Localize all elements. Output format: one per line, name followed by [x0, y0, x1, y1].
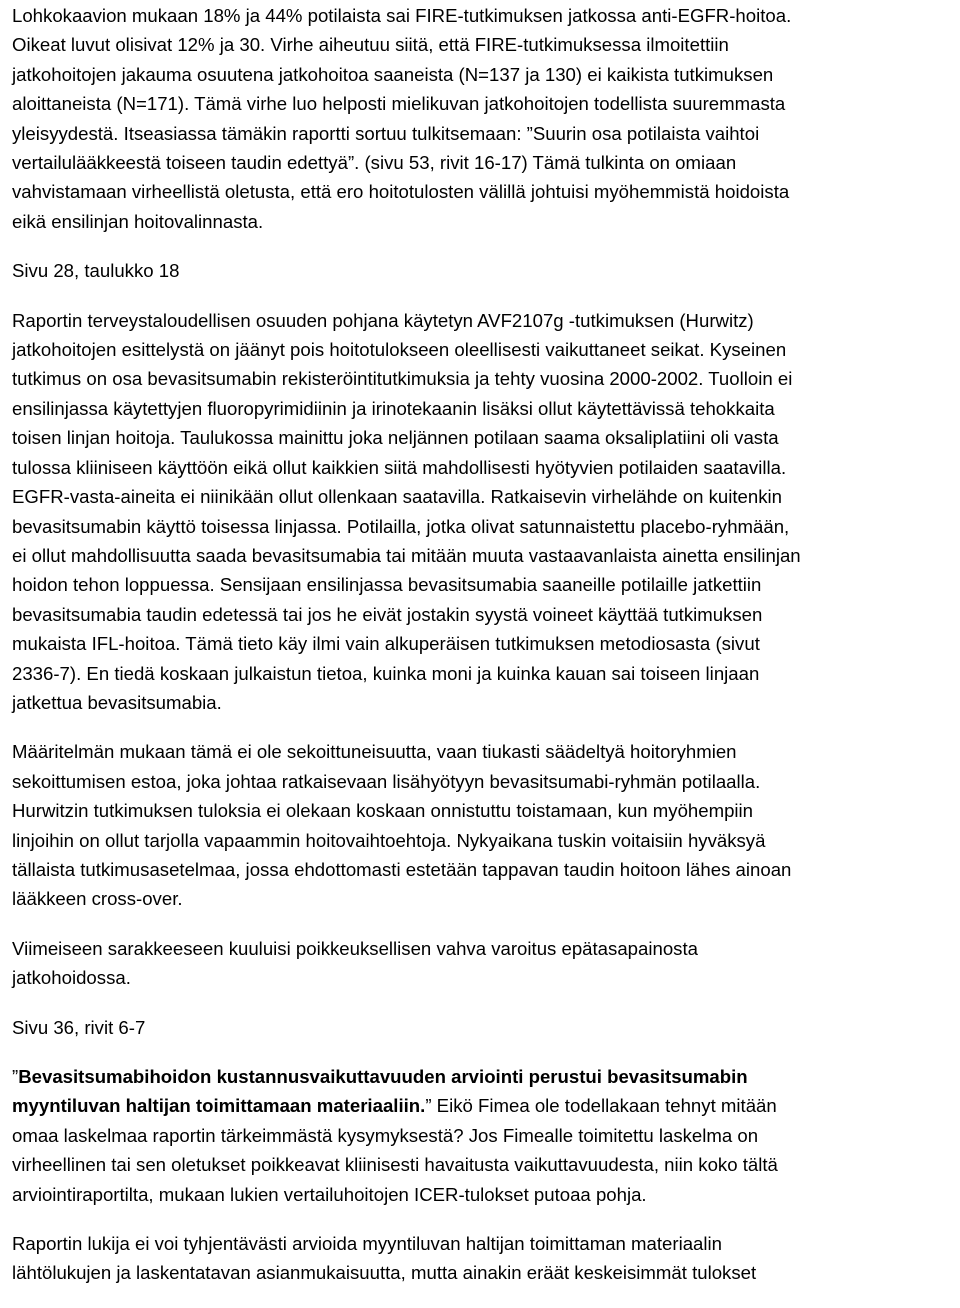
quote-bold-text: myyntiluvan haltijan toimittamaan materiaaliin. — [12, 1095, 426, 1117]
text-line: bevasitsumabia taudin edetessä tai jos he eivät jostakin syystä voineet käyttää tutkimuksen — [12, 603, 763, 625]
document-page — [12, 1, 948, 1308]
text-line: Oikeat luvut olisivat 12% ja 30. Virhe aiheutuu siitä, että FIRE-tutkimuksessa ilmoitettiin — [12, 34, 729, 56]
text-line: Viimeiseen sarakkeeseen kuuluisi poikkeuksellisen vahva varoitus epätasapainosta — [12, 937, 698, 959]
text-line: omaa laskelmaa raportin tärkeimmästä kysymyksestä? Jos Fimealle toimitettu laskelma on — [12, 1124, 759, 1146]
text-line: toisen linjan hoitoja. Taulukossa mainittu joka neljännen potilaan saama oksaliplatiini oli vasta — [12, 427, 779, 449]
text-line — [12, 1091, 948, 1120]
text-line: Raportin lukija ei voi tyhjentävästi arvioida myyntiluvan haltijan toimittaman materiaalin — [12, 1233, 722, 1255]
text-line: Määritelmän mukaan tämä ei ole sekoittuneisuutta, vaan tiukasti säädeltyä hoitoryhmien — [12, 741, 737, 763]
text-line: Sivu 36, rivit 6-7 — [12, 1016, 146, 1038]
paragraph-hurwitz-study — [12, 306, 948, 718]
text-line: jatkettua bevasitsumabia. — [12, 691, 222, 713]
text-line: yleisyydestä. Itseasiassa tämäkin raportti sortuu tulkitsemaan: ”Suurin osa potilaista vaihtoi — [12, 122, 760, 144]
quote-close-text: ” Eikö Fimea ole todellakaan tehnyt mitään — [425, 1095, 777, 1117]
text-line: mukaista IFL-hoitoa. Tämä tieto käy ilmi vain alkuperäisen tutkimuksen metodiosasta (sivut — [12, 633, 760, 655]
text-line: tällaista tutkimusasetelmaa, jossa ehdottomasti estetään tappavan taudin hoitoon lähes ainoan — [12, 858, 792, 880]
text-line: Sivu 28, taulukko 18 — [12, 260, 180, 282]
text-line: arviointiraportilta, mukaan lukien vertailuhoitojen ICER-tulokset putoaa pohja. — [12, 1183, 647, 1205]
text-line: tutkimus on osa bevasitsumabin rekisteröintitutkimuksia ja tehty vuosina 2000-2002. Tuolloin ei — [12, 368, 793, 390]
text-line: Lohkokaavion mukaan 18% ja 44% potilaista sai FIRE-tutkimuksen jatkossa anti-EGFR-hoitoa. — [12, 5, 792, 26]
text-line: tulossa kliiniseen käyttöön eikä ollut kaikkien siitä mahdollisesti hyötyvien potilaiden saatavilla. — [12, 456, 787, 478]
paragraph-last-column — [12, 934, 948, 993]
section-reference-page-36 — [12, 1013, 948, 1042]
text-line: vahvistamaan virheellistä oletusta, että ero hoitotulosten välillä johtuisi myöhemmistä hoidoista — [12, 181, 790, 203]
text-line: hoidon tehon loppuessa. Sensijaan ensilinjassa bevasitsumabia saaneille potilaille jatkettiin — [12, 574, 762, 596]
text-line: ei ollut mahdollisuutta saada bevasitsumabia tai mitään muuta vastaavanlaista ainetta ensilinjan — [12, 544, 801, 566]
text-line: sekoittumisen estoa, joka johtaa ratkaisevaan lisähyötyyn bevasitsumabi-ryhmän potilaalla. — [12, 770, 761, 792]
text-line — [12, 1062, 948, 1091]
text-line: Hurwitzin tutkimuksen tuloksia ei olekaan koskaan onnistuttu toistamaan, kun myöhempiin — [12, 800, 754, 822]
text-line: linjoihin on ollut tarjolla vapaammin hoitovaihtoehtoja. Nykyaikana tuskin voitaisiin hyväksyä — [12, 829, 766, 851]
paragraph-definition — [12, 737, 948, 913]
paragraph-reader-assessment — [12, 1229, 948, 1288]
paragraph-fire-distribution — [12, 1, 948, 236]
text-line: ensilinjassa käytettyjen fluoropyrimidiinin ja irinotekaanin lisäksi ollut käytettävissä tehokkaita — [12, 397, 775, 419]
text-line: Raportin terveystaloudellisen osuuden pohjana käytetyn AVF2107g -tutkimuksen (Hurwitz) — [12, 309, 754, 331]
text-line: lähtölukujen ja laskentatavan asianmukaisuutta, mutta ainakin eräät keskeisimmät tulokset — [12, 1262, 757, 1284]
text-line: jatkohoitojen jakauma osuutena jatkohoitoa saaneista (N=137 ja 130) ei kaikista tutkimuksen — [12, 63, 774, 85]
text-line: 2336-7). En tiedä koskaan julkaistun tietoa, kuinka moni ja kuinka kauan sai toiseen linjaan — [12, 662, 760, 684]
text-line: jatkohoitojen esittelystä on jäänyt pois hoitotulokseen oleellisesti vaikuttaneet seikat. Kyseinen — [12, 339, 787, 361]
text-line: EGFR-vasta-aineita ei niinikään ollut ollenkaan saatavilla. Ratkaisevin virhelähde on kuitenkin — [12, 486, 782, 508]
text-line: aloittaneista (N=171). Tämä virhe luo helposti mielikuvan jatkohoitojen todellista suuremmasta — [12, 93, 786, 115]
text-line: bevasitsumabin käyttö toisessa linjassa. Potilailla, jotka olivat satunnaistettu placebo-ryhmään, — [12, 515, 790, 537]
text-line: jatkohoidossa. — [12, 967, 131, 989]
text-line: lääkkeen cross-over. — [12, 888, 183, 910]
text-line: eikä ensilinjan hoitovalinnasta. — [12, 210, 264, 232]
text-line: vertailulääkkeestä toiseen taudin edettyä”. (sivu 53, rivit 16-17) Tämä tulkinta on omiaan — [12, 152, 737, 174]
quote-open-mark: ” — [12, 1066, 19, 1087]
section-reference-page-28 — [12, 256, 948, 285]
text-line: virheellinen tai sen oletukset poikkeavat kliinisesti havaitusta vaikuttavuudesta, niin koko tältä — [12, 1154, 778, 1176]
paragraph-quote-fimea — [12, 1062, 948, 1209]
quote-bold-text: Bevasitsumabihoidon kustannusvaikuttavuuden arviointi perustui bevasitsumabin — [18, 1066, 748, 1087]
